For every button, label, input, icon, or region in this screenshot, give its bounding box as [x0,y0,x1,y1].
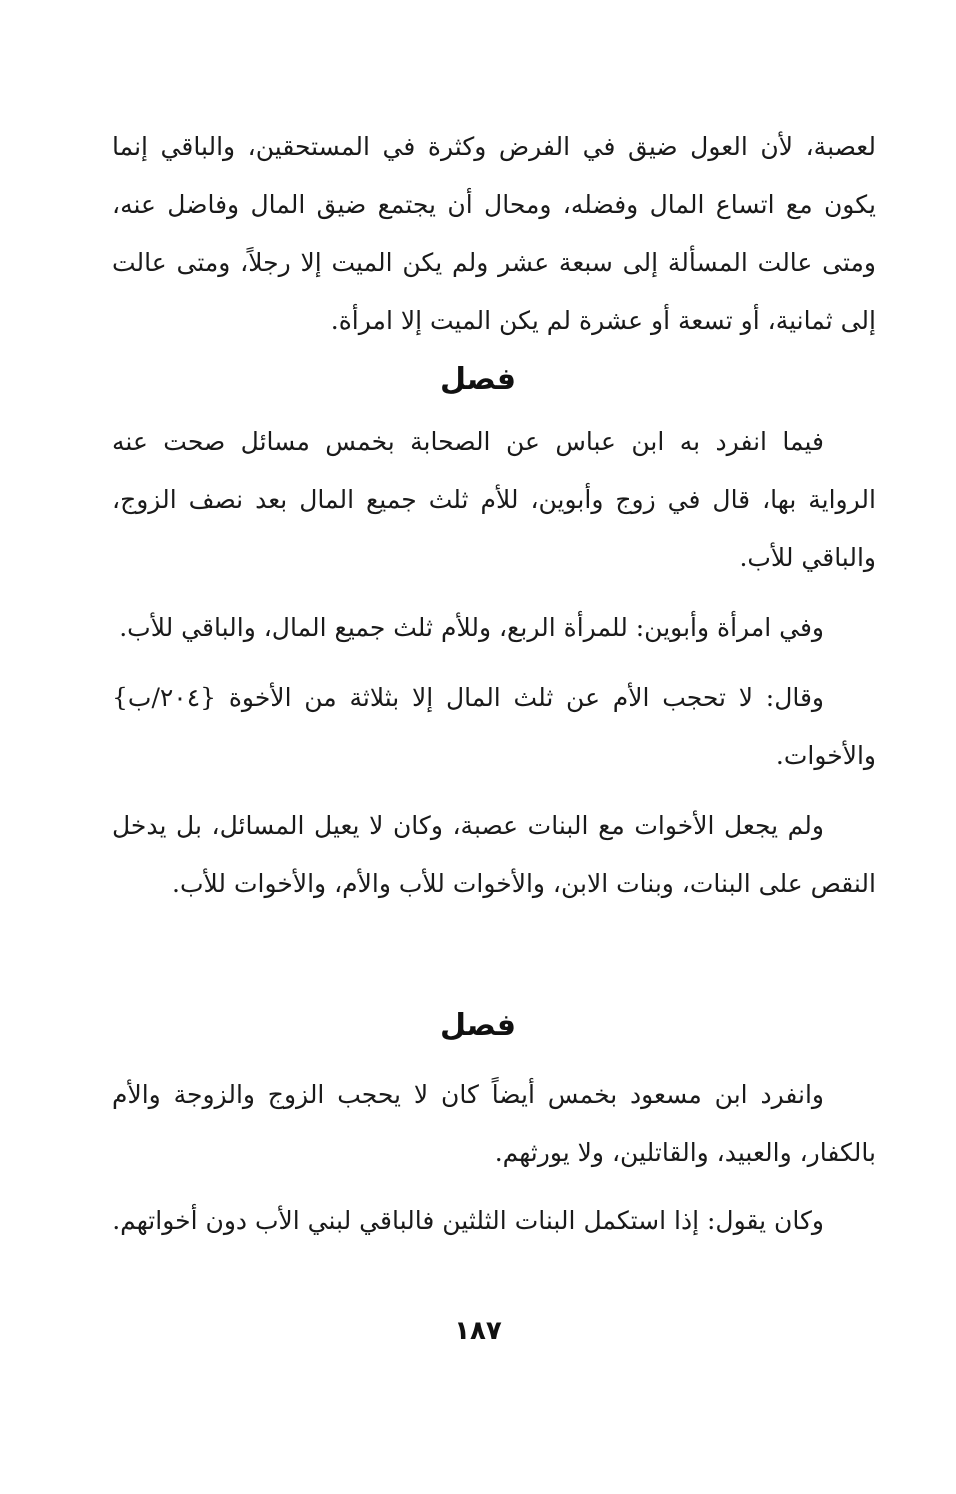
page-number: ١٨٧ [454,1316,502,1346]
text-section-3 [112,1066,876,1250]
section-heading-1: فصل [440,362,516,397]
paragraph-2: فيما انفرد به ابن عباس عن الصحابة بخمس مسائل صحت عنه الرواية بها، قال في زوج وأبوين، للأم ثلث جميع المال بعد نصف الزوج، والباقي للأب. [112,427,876,572]
paragraph-5: ولم يجعل الأخوات مع البنات عصبة، وكان لا يعيل المسائل، بل يدخل النقص على البنات، وبنات الابن، والأخوات للأب والأم، والأخوات للأب. [112,811,876,898]
paragraph-7: وكان يقول: إذا استكمل البنات الثلثين فالباقي لبني الأب دون أخواتهم. [112,1206,824,1235]
paragraph-3: وفي امرأة وأبوين: للمرأة الربع، وللأم ثلث جميع المال، والباقي للأب. [119,613,824,642]
text-section-1 [112,118,876,350]
paragraph-4: وقال: لا تحجب الأم عن ثلث المال إلا بثلاثة من الأخوة {٢٠٤/ب} والأخوات. [112,683,876,770]
paragraph-1: لعصبة، لأن العول ضيق في الفرض وكثرة في المستحقين، والباقي إنما يكون مع اتساع المال وفضله، ومحال أن يجتمع ضيق المال وفاضل عنه، ومتى عالت المسألة إلى سبعة عشر ولم يكن الميت إلا رجلاً، ومتى عالت إلى ثمانية، أو تسعة أو عشرة لم يكن الميت إلا امرأة. [112,132,876,335]
section-heading-2: فصل [440,1008,516,1043]
text-section-2 [112,413,876,913]
paragraph-6: وانفرد ابن مسعود بخمس أيضاً كان لا يحجب الزوج والزوجة والأم بالكفار، والعبيد، والقاتلين، ولا يورثهم. [112,1080,876,1167]
